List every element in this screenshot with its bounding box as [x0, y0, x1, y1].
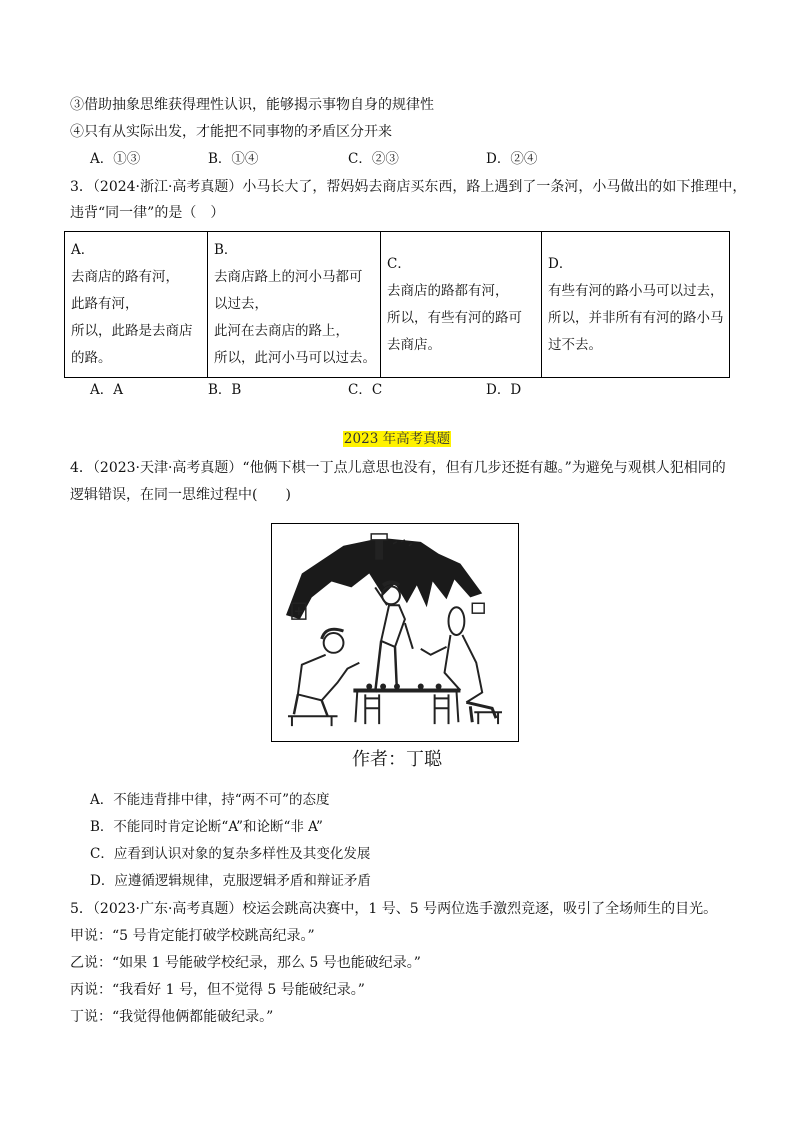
q5-ding: 丁说：“我觉得他俩都能破纪录。” — [70, 1009, 274, 1025]
q3-cell-d: D． 有些有河的路小马可以过去， 所以，并非所有有河的路小马 过不去。 — [542, 232, 730, 378]
q3-cell-b: B． 去商店路上的河小马都可 以过去， 此河在去商店的路上， 所以，此河小马可以过去。 — [208, 232, 381, 378]
statement-4: ④只有从实际出发，才能把不同事物的矛盾区分开来 — [70, 124, 392, 140]
q3-cell-c: C． 去商店的路都有河， 所以，有些有河的路可 去商店。 — [381, 232, 542, 378]
q3-option-a: A．A — [90, 382, 123, 398]
image-caption: 作者：丁聪 — [352, 749, 442, 770]
q3-option-c: C．C — [348, 382, 383, 398]
option-b: B．①④ — [208, 151, 259, 167]
q3-table — [64, 231, 730, 378]
q5-jia: 甲说：“5 号肯定能打破学校跳高纪录。” — [70, 928, 315, 944]
q4-choice-a: A．不能违背排中律，持“两不可”的态度 — [90, 792, 330, 808]
option-c: C．②③ — [348, 151, 399, 167]
q5-yi: 乙说：“如果 1 号能破学校纪录，那么 5 号也能破纪录。” — [70, 955, 421, 971]
q4-stem-line2: 逻辑错误，在同一思维过程中( ) — [70, 487, 291, 503]
q4-choice-d: D．应遵循逻辑规律，克服逻辑矛盾和辩证矛盾 — [90, 873, 371, 889]
q4-choice-b: B．不能同时肯定论断“A”和论断“非 A” — [90, 819, 323, 835]
q3-cell-a: A． 去商店的路有河， 此路有河， 所以，此路是去商店 的路。 — [65, 232, 208, 378]
q3-option-d: D．D — [486, 382, 522, 398]
section-heading: 2023 年高考真题 — [343, 431, 451, 447]
option-a: A．①③ — [90, 151, 141, 167]
option-d: D．②④ — [486, 151, 538, 167]
q5-stem: 5．（2023·广东·高考真题）校运会跳高决赛中，1 号、5 号两位选手激烈竞逐，吸引了全场师生的目光。 — [70, 901, 718, 917]
cartoon-image — [271, 523, 519, 742]
q5-bing: 丙说：“我看好 1 号，但不觉得 5 号能破纪录。” — [70, 982, 365, 998]
q3-option-b: B．B — [208, 382, 242, 398]
chess-players-cartoon-illustration — [272, 524, 518, 741]
q4-choice-c: C．应看到认识对象的复杂多样性及其变化发展 — [90, 846, 371, 862]
q3-stem-line2: 违背“同一律”的是（ ） — [70, 205, 225, 221]
q4-stem-line1: 4．（2023·天津·高考真题）“他俩下棋一丁点儿意思也没有，但有几步还挺有趣。”为避免与观棋人犯相同的 — [70, 460, 726, 476]
q3-stem-line1: 3．（2024·浙江·高考真题）小马长大了，帮妈妈去商店买东西，路上遇到了一条河，小马做出的如下推理中， — [70, 179, 747, 195]
statement-3: ③借助抽象思维获得理性认识，能够揭示事物自身的规律性 — [70, 97, 434, 113]
